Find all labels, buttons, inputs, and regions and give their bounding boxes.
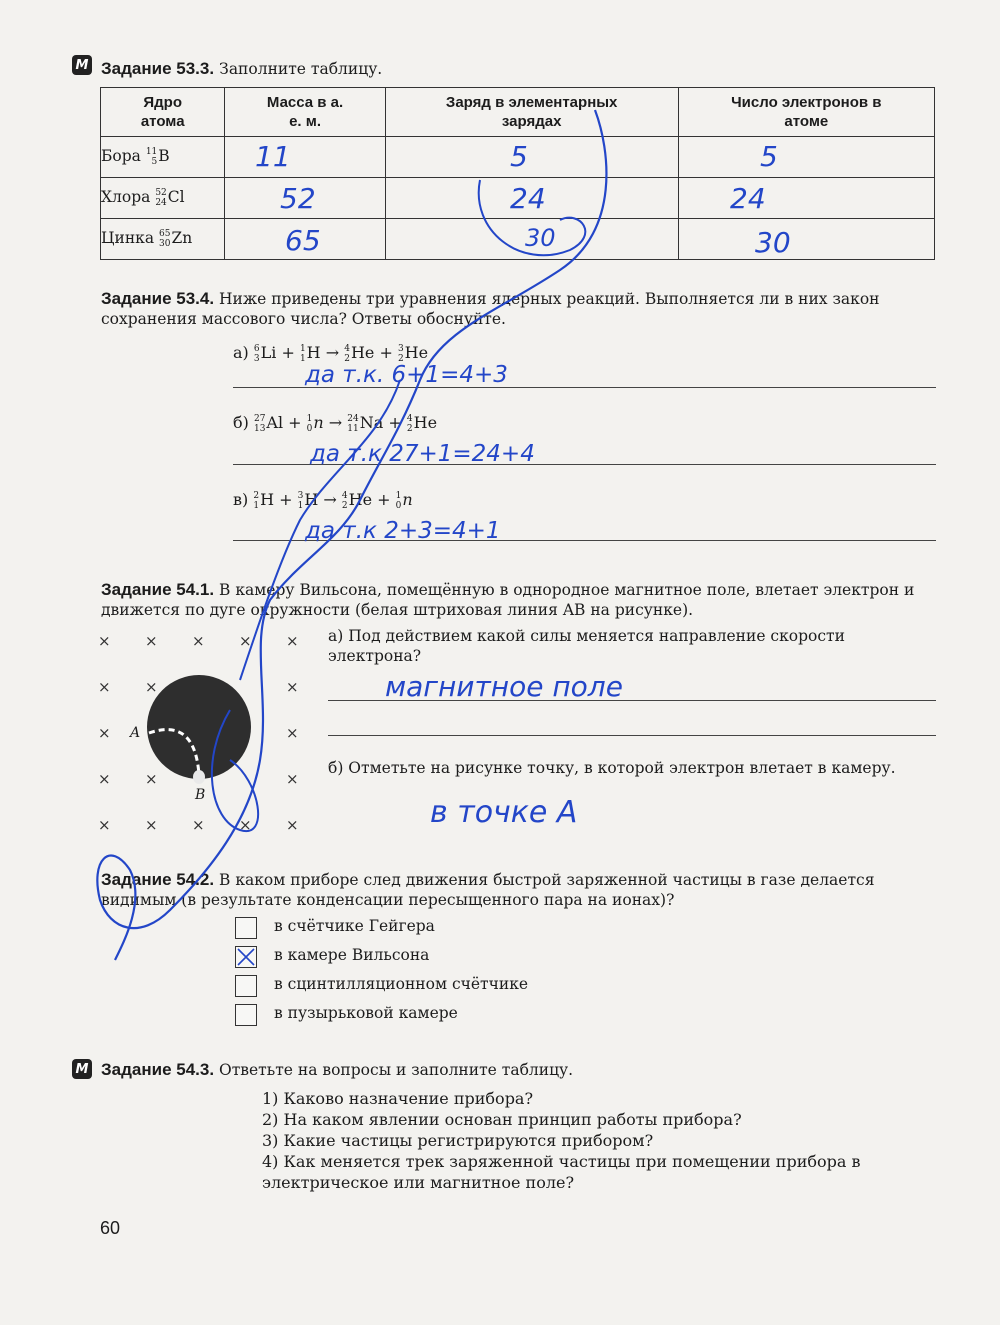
methodology-icon: М — [72, 55, 92, 75]
task-title: Задание 53.4. — [101, 289, 215, 308]
hw-mass-2: 52 — [280, 182, 316, 215]
hw-answer-c: да т.к 2+3=4+1 — [305, 518, 501, 544]
task-text: В камеру Вильсона, помещённую в однородное магнитное поле, влетает электрон и движется по дуге окружности (белая штриховая линия AB на рисунке). — [101, 581, 915, 619]
equation-a: а) 6 3 Li + 1 1 H → 4 2 He + 3 2 He — [233, 343, 429, 364]
list-item: 2) На каком явлении основан принцип работы прибора? — [262, 1110, 742, 1129]
field-cross: × — [145, 632, 158, 650]
field-cross: × — [98, 678, 111, 696]
field-cross: × — [286, 724, 299, 742]
page-number: 60 — [100, 1218, 121, 1238]
hw-mass-3: 65 — [285, 224, 321, 257]
option-label: в пузырьковой камере — [274, 1004, 458, 1022]
field-cross: × — [192, 632, 205, 650]
option-label: в счётчике Гейгера — [274, 917, 435, 935]
hw-electrons-3: 30 — [755, 226, 791, 259]
option-label: в сцинтилляционном счётчике — [274, 975, 529, 993]
hw-answer-b: да т.к 27+1=24+4 — [310, 441, 535, 467]
hw-electrons-1: 5 — [760, 140, 778, 173]
task-text: Ответьте на вопросы и заполните таблицу. — [219, 1061, 574, 1079]
task-title: Задание 53.3. — [101, 59, 215, 78]
col-header-nucleus: Ядро атома — [101, 88, 225, 137]
nucleus-cell: Цинка 65 30 Zn — [101, 219, 225, 260]
field-cross: × — [239, 632, 252, 650]
hw-charge-1: 5 — [510, 140, 528, 173]
scribble-stroke — [97, 110, 606, 960]
nucleus-cell: Бора 11 5 B — [101, 137, 225, 178]
option-label: в камере Вильсона — [274, 946, 430, 964]
field-cross: × — [286, 678, 299, 696]
scribble-stroke — [240, 380, 400, 680]
task-title: Задание 54.3. — [101, 1060, 215, 1079]
field-cross: × — [286, 770, 299, 788]
hw-electrons-2: 24 — [730, 182, 766, 215]
field-cross: × — [286, 632, 299, 650]
field-cross: × — [98, 724, 111, 742]
question-b: б) Отметьте на рисунке точку, в которой электрон влетает в камеру. — [328, 759, 896, 777]
list-item: 1) Каково назначение прибора? — [262, 1089, 534, 1108]
equation-c: в) 2 1 H + 3 1 H → 4 2 He + 1 0 n — [233, 490, 413, 511]
task-text: Ниже приведены три уравнения ядерных реакций. Выполняется ли в них закон сохранения массового числа? Ответы обоснуйте. — [101, 290, 880, 328]
hw-charge-3: 30 — [525, 224, 556, 252]
col-header-charge: Заряд в элементарных зарядах — [385, 88, 678, 137]
field-cross: × — [145, 678, 158, 696]
col-header-electrons: Число электронов в атоме — [678, 88, 934, 137]
hw-answer-54-1-a: магнитное поле — [385, 670, 623, 703]
field-cross: × — [286, 816, 299, 834]
col-header-mass: Масса в а. е. м. — [225, 88, 385, 137]
scribble-loop — [479, 180, 586, 255]
task-text: В каком приборе след движения быстрой заряженной частицы в газе делается видимым (в результате конденсации пересыщенного пара на ионах)? — [101, 871, 875, 909]
question-a: а) Под действием какой силы меняется направление скорости электрона? — [328, 627, 845, 665]
task-text: Заполните таблицу. — [219, 60, 383, 78]
hw-answer-54-1-b: в точке A — [430, 795, 578, 830]
hw-mass-1: 11 — [255, 140, 291, 173]
field-cross: × — [192, 816, 205, 834]
field-cross: × — [98, 770, 111, 788]
list-item: 3) Какие частицы регистрируются прибором? — [262, 1131, 654, 1150]
task-title: Задание 54.1. — [101, 580, 215, 599]
field-cross: × — [98, 816, 111, 834]
field-cross: × — [98, 632, 111, 650]
point-b-label: B — [195, 787, 206, 803]
list-item: 4) Как меняется трек заряженной частицы при помещении прибора в электрическое или магнитное поле? — [262, 1152, 861, 1192]
hw-answer-a: да т.к. 6+1=4+3 — [305, 362, 508, 388]
point-a-label: A — [130, 725, 141, 741]
field-cross: × — [239, 816, 252, 834]
task-title: Задание 54.2. — [101, 870, 215, 889]
scribble-loop — [212, 710, 258, 831]
equation-b: б) 27 13 Al + 1 0 n → 24 11 Na + 4 2 He — [233, 413, 438, 434]
methodology-icon: М — [72, 1059, 92, 1079]
field-cross: × — [145, 816, 158, 834]
nucleus-cell: Хлора 52 24 Cl — [101, 178, 225, 219]
field-cross: × — [145, 770, 158, 788]
hw-charge-2: 24 — [510, 182, 546, 215]
